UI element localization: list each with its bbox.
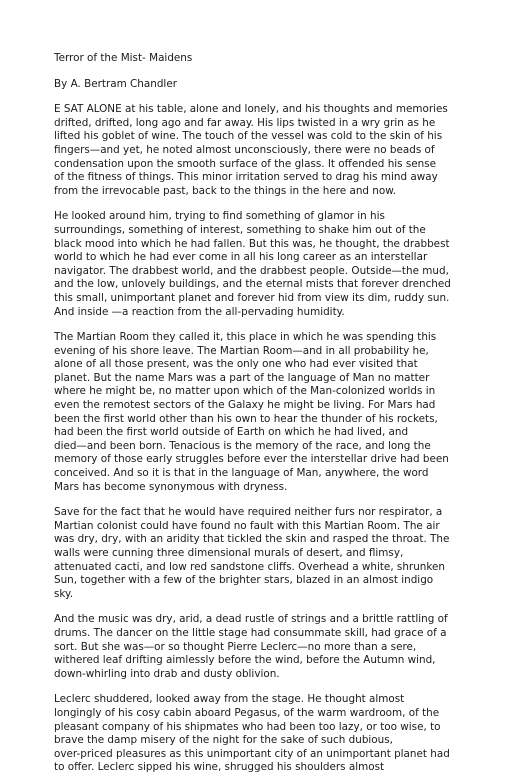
- text-line: sort. But she was—or so thought Pierre Leclerc—no more than a sere,: [54, 640, 417, 653]
- text-line: and the low, unlovely buildings, and the eternal mists that forever drenched: [54, 278, 451, 291]
- text-line: He looked around him, trying to find something of glamor in his: [54, 210, 385, 223]
- text-line: black mood into which he had fallen. But this was, he thought, the drabbest: [54, 237, 450, 250]
- text-line: was dry, dry, with an aridity that tickled the skin and rasped the throat. The: [54, 533, 450, 546]
- paragraph: [54, 103, 472, 198]
- paragraph: [54, 210, 472, 319]
- text-line: Sun, together with a few of the brighter stars, blazed in an almost indigo: [54, 574, 434, 587]
- text-line: evening of his shore leave. The Martian Room—and in all probability he,: [54, 344, 429, 357]
- text-line: to offer. Leclerc sipped his wine, shrugged his shoulders almost: [54, 761, 385, 774]
- text-line: where he might be, no matter upon which of the Man-colonized worlds in: [54, 385, 436, 398]
- text-line: Save for the fact that he would have required neither furs nor respirator, a: [54, 506, 443, 519]
- text-line: lifted his goblet of wine. The touch of the vessel was cold to the skin of his: [54, 130, 443, 143]
- text-line: The Martian Room they called it, this place in which he was spending this: [54, 331, 437, 344]
- text-line: condensation upon the smooth surface of the glass. It offended his sense: [54, 157, 437, 170]
- paragraph: [54, 693, 472, 775]
- text-line: planet. But the name Mars was a part of the language of Man no matter: [54, 371, 430, 384]
- document-byline: By A. Bertram Chandler: [54, 77, 177, 90]
- text-line: longingly of his cosy cabin aboard Pegasus, of the warm wardroom, of the: [54, 706, 440, 719]
- text-line: alone of all those present, was the only one who had ever visited that: [54, 358, 418, 371]
- text-line: walls were cunning three dimensional murals of desert, and flimsy,: [54, 547, 404, 559]
- text-line: Leclerc shuddered, looked away from the stage. He thought almost: [54, 693, 405, 706]
- paragraph: [54, 506, 472, 601]
- text-line: brave the damp misery of the night for the sake of such dubious,: [54, 734, 393, 747]
- text-line: conceived. And so it is that in the language of Man, anywhere, the word: [54, 467, 429, 480]
- document-title: Terror of the Mist- Maidens: [54, 52, 193, 64]
- document-body: [54, 103, 472, 775]
- text-line: pleasant company of his shipmates who had been too lazy, or too wise, to: [54, 720, 441, 733]
- text-line: had been the first world outside of Earth on which he had lived, and: [54, 426, 409, 439]
- text-line: of the fitness of things. This minor irritation served to drag his mind away: [54, 171, 438, 184]
- text-line: surroundings, something of interest, something to shake him out of the: [54, 223, 426, 236]
- text-line: fingers—and yet, he noted almost unconsciously, there were no beads of: [54, 143, 435, 156]
- paragraph: [54, 331, 472, 494]
- text-line: world to which he had ever come in all his long career as an interstellar: [54, 251, 428, 264]
- text-line: this small, unimportant planet and forever hid from view its dim, ruddy sun.: [54, 291, 450, 304]
- text-line: even the remotest sectors of the Galaxy he might be living. For Mars had: [54, 399, 436, 412]
- text-line: And inside —a reaction from the all-pervading humidity.: [54, 305, 345, 318]
- text-line: withered leaf drifting aimlessly before the wind, before the Autumn wind,: [54, 654, 436, 667]
- text-line: Martian colonist could have found no fault with this Martian Room. The air: [54, 519, 440, 532]
- text-line: E SAT ALONE at his table, alone and lonely, and his thoughts and memories: [54, 103, 448, 116]
- text-line: down-whirling into drab and dusty oblivion.: [54, 667, 280, 680]
- text-line: sky.: [54, 587, 74, 600]
- text-line: drums. The dancer on the little stage had consummate skill, had grace of a: [54, 626, 447, 639]
- text-line: died—and been born. Tenacious is the memory of the race, and long the: [54, 439, 431, 452]
- text-line: been the first world other than his own to hear the thunder of his rockets,: [54, 412, 438, 425]
- text-line: over-priced pleasures as this unimportant city of an unimportant planet had: [54, 747, 450, 760]
- text-line: drifted, drifted, long ago and far away. His lips twisted in a wry grin as he: [54, 116, 436, 129]
- text-line: attenuated cacti, and low red sandstone cliffs. Overhead a white, shrunken: [54, 560, 445, 573]
- text-line: Mars has become synonymous with dryness.: [54, 480, 288, 493]
- text-line: memory of those early struggles before ever the interstellar drive had been: [54, 453, 449, 466]
- text-line: And the music was dry, arid, a dead rustle of strings and a brittle rattling of: [54, 613, 448, 626]
- text-line: navigator. The drabbest world, and the drabbest people. Outside—the mud,: [54, 264, 449, 277]
- text-line: from the irrevocable past, back to the things in the here and now.: [54, 184, 397, 197]
- paragraph: [54, 613, 472, 681]
